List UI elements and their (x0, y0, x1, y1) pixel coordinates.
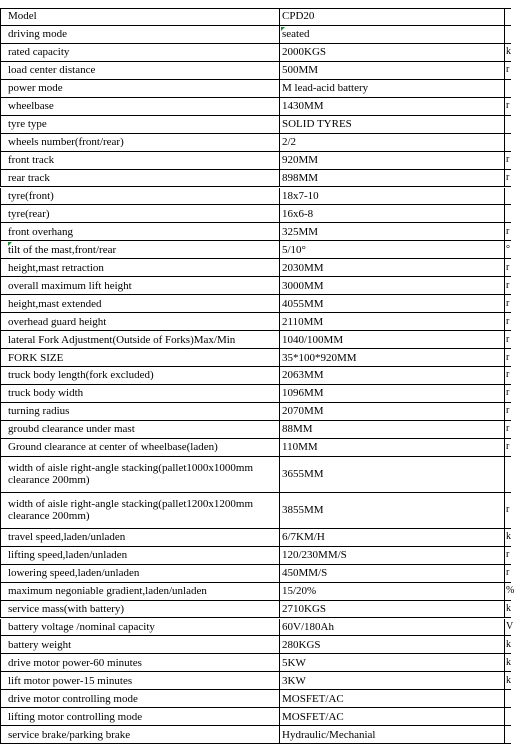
spec-label (0, 26, 280, 43)
spec-label (0, 277, 280, 294)
table-row (0, 726, 511, 744)
spec-label (0, 457, 280, 492)
table-row (0, 277, 511, 295)
spec-value: M lead-acid battery (280, 80, 505, 97)
spec-unit-clipped: k (506, 531, 511, 543)
spec-label-text: tyre(front) (8, 189, 54, 202)
table-row (0, 44, 511, 62)
spec-value: 1040/100MM (280, 331, 505, 348)
table-row (0, 690, 511, 708)
spec-unit-clipped (505, 205, 511, 222)
spec-label (0, 80, 280, 97)
spec-label (0, 529, 280, 546)
spec-unit-clipped (505, 726, 511, 743)
spec-label (0, 421, 280, 438)
spec-unit-clipped: r (506, 315, 510, 327)
spec-unit-clipped (505, 708, 511, 725)
spec-label-text: Ground clearance at center of wheelbase(laden) (8, 441, 218, 454)
table-row (0, 547, 511, 565)
table-row (0, 349, 511, 367)
spec-value: 2710KGS (280, 601, 505, 618)
spec-value: MOSFET/AC (280, 690, 505, 707)
spec-label (0, 547, 280, 564)
table-row (0, 529, 511, 547)
spec-label (0, 636, 280, 653)
spec-label (0, 98, 280, 115)
spec-label (0, 672, 280, 689)
table-row (0, 295, 511, 313)
spec-label-text: maximum negoniable gradient,laden/unladen (8, 585, 207, 598)
spec-value: 120/230MM/S (280, 547, 505, 564)
spec-label (0, 349, 280, 366)
spec-value: 2030MM (280, 259, 505, 276)
spec-value: MOSFET/AC (280, 708, 505, 725)
spec-label-text: Model (8, 10, 37, 23)
table-row (0, 457, 511, 493)
table-row (0, 583, 514, 601)
spec-unit-clipped: r (506, 567, 510, 579)
table-row (0, 331, 511, 349)
table-row (0, 223, 511, 241)
spec-label (0, 205, 280, 222)
spec-unit-clipped: r (506, 154, 510, 166)
spec-value: 3655MM (280, 457, 505, 492)
table-row (0, 26, 511, 44)
spec-unit-clipped (505, 116, 511, 133)
spec-unit-clipped: r (506, 225, 510, 237)
spec-value: 325MM (280, 223, 505, 240)
spec-label-text: service brake/parking brake (8, 728, 131, 741)
spec-label-text: front track (8, 154, 55, 167)
table-row (0, 493, 511, 529)
spec-label (0, 331, 280, 348)
table-row (0, 80, 511, 98)
spec-label-text: height,mast retraction (8, 261, 104, 274)
spec-value: CPD20 (280, 8, 505, 25)
spec-label (0, 403, 280, 420)
spec-label-text: battery weight (8, 638, 72, 651)
spec-label-text: groubd clearance under mast (8, 423, 135, 436)
comment-marker-icon (8, 242, 12, 246)
spec-value: 2000KGS (280, 44, 505, 61)
spec-unit-clipped: r (506, 405, 510, 417)
spec-value: 450MM/S (280, 565, 505, 582)
spec-unit-clipped (505, 134, 511, 151)
spec-label (0, 367, 280, 384)
spec-value: 920MM (280, 152, 505, 169)
spec-value: 60V/180Ah (280, 619, 505, 636)
spec-unit-clipped (505, 80, 511, 97)
spec-unit-clipped: V (506, 620, 514, 632)
spec-unit-clipped: r (506, 279, 510, 291)
spec-unit-clipped: k (506, 46, 511, 58)
spec-unit-clipped: r (506, 504, 510, 516)
spec-unit-clipped: r (506, 351, 510, 363)
spec-label-text: turning radius (8, 405, 70, 418)
spec-label-text: power mode (8, 82, 63, 95)
spec-label (0, 152, 280, 169)
table-row (0, 672, 511, 690)
spec-unit-clipped: r (506, 172, 510, 184)
spec-unit-clipped (505, 188, 511, 205)
spec-label-text: lift motor power-15 minutes (8, 674, 133, 687)
table-row (0, 636, 511, 654)
spec-label (0, 62, 280, 79)
spec-label (0, 313, 280, 330)
spec-label-text: front overhang (8, 225, 74, 238)
spec-unit-clipped (505, 8, 511, 25)
spec-label-text: rated capacity (8, 46, 70, 59)
spec-label-text: load center distance (8, 64, 96, 77)
spec-value: 4055MM (280, 295, 505, 312)
spec-unit-clipped: k (506, 603, 511, 615)
spec-label-text: rear track (8, 172, 50, 185)
spec-label-text: FORK SIZE (8, 351, 64, 364)
spec-unit-clipped: r (506, 64, 510, 76)
spec-label-text: tyre type (8, 118, 47, 131)
spec-label (0, 295, 280, 312)
spec-label-text: wheels number(front/rear) (8, 136, 124, 149)
spec-value: 3000MM (280, 277, 505, 294)
spec-label-text: truck body width (8, 387, 84, 400)
spec-value: 6/7KM/H (280, 529, 505, 546)
spec-label (0, 223, 280, 240)
table-row (0, 134, 511, 152)
spec-value: 1430MM (280, 98, 505, 115)
spec-unit-clipped: r (506, 423, 510, 435)
spec-value: 2110MM (280, 313, 505, 330)
spec-label-text: lifting motor controlling mode (8, 710, 143, 723)
table-row (0, 439, 511, 457)
table-row (0, 367, 511, 385)
spec-label (0, 708, 280, 725)
spec-label (0, 439, 280, 456)
spec-label (0, 726, 280, 743)
table-row (0, 654, 511, 672)
comment-marker-icon (281, 27, 285, 31)
spec-label-text: battery voltage /nominal capacity (8, 620, 155, 633)
spec-label-text: overall maximum lift height (8, 279, 132, 292)
spec-label-text: overhead guard height (8, 315, 107, 328)
table-row (0, 8, 511, 26)
spec-unit-clipped: r (506, 369, 510, 381)
table-row (0, 98, 511, 116)
spec-label-text: tyre(rear) (8, 207, 50, 220)
spec-label-text: wheelbase (8, 100, 54, 113)
spec-value: 500MM (280, 62, 505, 79)
table-row (0, 188, 511, 206)
spec-label (0, 170, 280, 187)
table-row (0, 62, 511, 80)
spec-label-text: truck body length(fork excluded) (8, 369, 154, 382)
table-row (0, 205, 511, 223)
spec-value: SOLID TYRES (280, 116, 505, 133)
table-row (0, 385, 511, 403)
spec-label (0, 8, 280, 25)
spec-label-text: drive motor controlling mode (8, 692, 138, 705)
spec-value: 18x7-10 (280, 188, 505, 205)
spec-label-text: lateral Fork Adjustment(Outside of Forks)Max/Min (8, 333, 236, 346)
spec-value: 5/10° (280, 241, 505, 258)
spec-value: 2070MM (280, 403, 505, 420)
spec-unit-clipped (505, 457, 511, 492)
spec-label-text: lifting speed,laden/unladen (8, 549, 128, 562)
spec-value: 15/20% (280, 583, 505, 600)
spec-label-text: service mass(with battery) (8, 603, 125, 616)
spec-label (0, 44, 280, 61)
spec-unit-clipped: r (506, 549, 510, 561)
spec-label (0, 619, 280, 636)
table-row (0, 259, 511, 277)
spec-value: Hydraulic/Mechanial (280, 726, 505, 743)
spec-label (0, 601, 280, 618)
spec-label-text: driving mode (8, 28, 67, 41)
spec-value: 16x6-8 (280, 205, 505, 222)
spec-label (0, 493, 280, 528)
spec-label (0, 259, 280, 276)
spec-label-text: width of aisle right-angle stacking(pallet1200x1200mm clearance 200mm) (8, 498, 254, 523)
spec-label (0, 188, 280, 205)
spec-value: 35*100*920MM (280, 349, 505, 366)
spec-label (0, 565, 280, 582)
spec-value: 3KW (280, 672, 505, 689)
spec-label-text: travel speed,laden/unladen (8, 531, 126, 544)
spec-value: 2063MM (280, 367, 505, 384)
spec-unit-clipped: r (506, 333, 510, 345)
table-row (0, 565, 511, 583)
spec-unit-clipped: % (506, 585, 514, 597)
table-row (0, 152, 511, 170)
spec-unit-clipped: r (506, 100, 510, 112)
spec-value: 898MM (280, 170, 505, 187)
table-row (0, 241, 511, 259)
spec-unit-clipped: k (506, 656, 511, 668)
spec-label (0, 690, 280, 707)
spec-label-text: drive motor power-60 minutes (8, 656, 142, 669)
spec-unit-clipped: r (506, 261, 510, 273)
spec-label (0, 654, 280, 671)
spec-unit-clipped (505, 26, 511, 43)
spec-value: 280KGS (280, 636, 505, 653)
table-row (0, 601, 511, 619)
spec-unit-clipped: r (506, 387, 510, 399)
spec-label (0, 385, 280, 402)
spec-unit-clipped (505, 690, 511, 707)
spec-label-text: height,mast extended (8, 297, 102, 310)
spec-value: 110MM (280, 439, 505, 456)
spec-label-text: tilt of the mast,front/rear (8, 243, 117, 256)
spec-unit-clipped: r (506, 297, 510, 309)
spec-value: 88MM (280, 421, 505, 438)
table-row (0, 708, 511, 726)
spec-unit-clipped: ° (506, 243, 510, 255)
table-row (0, 170, 511, 188)
spec-value: seated (280, 26, 505, 43)
table-row (0, 116, 511, 134)
table-row (0, 421, 511, 439)
spec-value: 1096MM (280, 385, 505, 402)
spec-label-text: lowering speed,laden/unladen (8, 567, 140, 580)
spec-label (0, 583, 280, 600)
spec-label (0, 134, 280, 151)
spec-unit-clipped: k (506, 638, 511, 650)
table-row (0, 403, 511, 421)
spec-value: 3855MM (280, 493, 505, 528)
spec-label (0, 116, 280, 133)
spec-unit-clipped: r (506, 441, 510, 453)
table-row (0, 619, 514, 637)
table-row (0, 313, 511, 331)
spec-label (0, 241, 280, 258)
spec-value: 5KW (280, 654, 505, 671)
spec-label-text: width of aisle right-angle stacking(pallet1000x1000mm clearance 200mm) (8, 462, 254, 487)
spec-value: 2/2 (280, 134, 505, 151)
spec-unit-clipped: k (506, 674, 511, 686)
